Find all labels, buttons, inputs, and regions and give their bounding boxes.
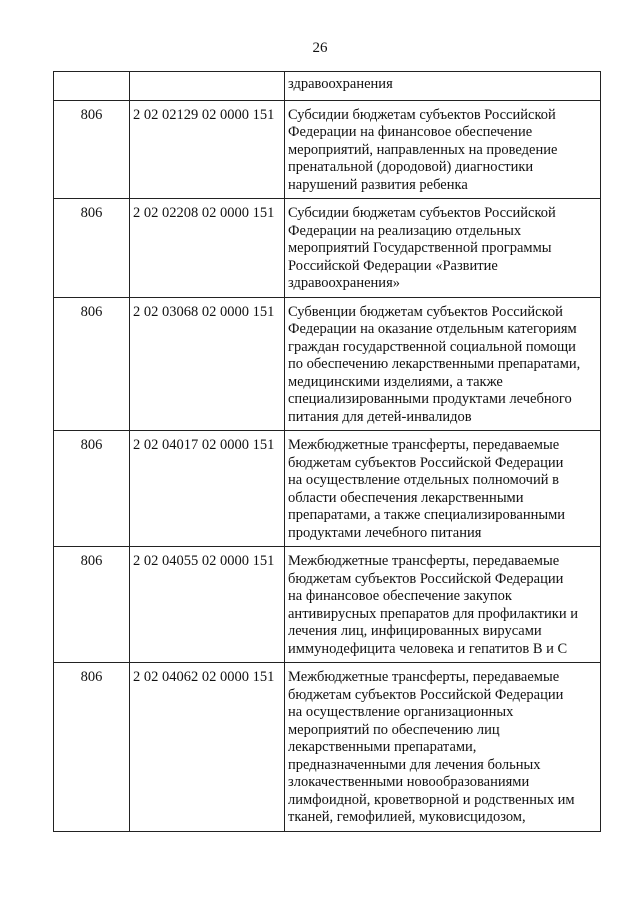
income-name-line: Субвенции бюджетам субъектов Российской <box>288 303 563 320</box>
income-name-line: на осуществление организационных <box>288 704 514 720</box>
admin-code-cell: 806 <box>54 663 130 832</box>
income-name-cell <box>285 72 601 101</box>
income-name-line: по обеспечению лекарственными препаратами, <box>288 356 581 372</box>
income-name-line: Федерации на финансовое обеспечение <box>288 124 533 140</box>
income-name-line: лекарственными препаратами, <box>288 739 477 755</box>
income-name-line: области обеспечения лекарственными <box>288 489 524 506</box>
table-row <box>54 100 601 199</box>
income-name-line: Российской Федерации «Развитие <box>288 257 498 274</box>
income-name-line: бюджетам субъектов Российской Федерации <box>288 454 564 471</box>
income-name-line: специализированными продуктами лечебного <box>288 391 572 407</box>
admin-code-cell: 806 <box>54 431 130 547</box>
income-name-line: Субсидии бюджетам субъектов Российской <box>288 205 556 221</box>
income-name-line: медицинскими изделиями, а также <box>288 373 503 390</box>
income-name-line: лечения лиц, инфицированных вирусами <box>288 623 542 639</box>
income-name-line: бюджетам субъектов Российской Федерации <box>288 570 564 587</box>
income-name-line: Межбюджетные трансферты, передаваемые <box>288 669 560 685</box>
admin-code-cell: 806 <box>54 100 130 199</box>
income-name-line: на осуществление отдельных полномочий в <box>288 472 559 488</box>
table-row <box>54 547 601 663</box>
admin-code-cell: 806 <box>54 199 130 298</box>
budget-code-cell: 2 02 04055 02 0000 151 <box>130 547 285 663</box>
budget-classification-table <box>53 71 601 832</box>
income-name-line: пренатальной (дородовой) диагностики <box>288 159 534 175</box>
income-name-line: продуктами лечебного питания <box>288 524 482 541</box>
income-name-cell <box>285 547 601 663</box>
income-name-line: иммунодефицита человека и гепатитов В и С <box>288 640 568 657</box>
income-name-line: Межбюджетные трансферты, передаваемые <box>288 553 560 569</box>
income-name-line: нарушений развития ребенка <box>288 176 468 193</box>
admin-code-cell: 806 <box>54 297 130 431</box>
income-name-cell <box>285 100 601 199</box>
income-name-line: мероприятий Государственной программы <box>288 240 552 256</box>
budget-code-cell: 2 02 04017 02 0000 151 <box>130 431 285 547</box>
income-name-line: Межбюджетные трансферты, передаваемые <box>288 437 560 453</box>
income-name-line: граждан государственной социальной помощи <box>288 338 576 355</box>
table-row <box>54 663 601 832</box>
income-name-cell <box>285 663 601 832</box>
budget-code-cell: 2 02 04062 02 0000 151 <box>130 663 285 832</box>
income-name-line: Субсидии бюджетам субъектов Российской <box>288 106 556 123</box>
income-name-cell <box>285 199 601 298</box>
income-name-line: на финансовое обеспечение закупок <box>288 588 512 604</box>
table-row <box>54 72 601 101</box>
income-name-line: злокачественными новообразованиями <box>288 774 530 790</box>
income-name-line: Федерации на оказание отдельным категориям <box>288 321 577 337</box>
income-name-line: препаратами, а также специализированными <box>288 507 566 523</box>
admin-code-cell: 806 <box>54 547 130 663</box>
income-name-line: предназначенными для лечения больных <box>288 756 541 773</box>
income-name-line: Федерации на реализацию отдельных <box>288 222 522 239</box>
admin-code-cell <box>54 72 130 101</box>
budget-code-cell <box>130 72 285 101</box>
budget-code-cell: 2 02 02208 02 0000 151 <box>130 199 285 298</box>
income-name-line: мероприятий, направленных на проведение <box>288 141 558 158</box>
budget-code-cell: 2 02 03068 02 0000 151 <box>130 297 285 431</box>
income-name-line: мероприятий по обеспечению лиц <box>288 721 500 738</box>
income-name-cell <box>285 431 601 547</box>
income-name-line: лимфоидной, кроветворной и родственных им <box>288 791 575 808</box>
page-number: 26 <box>312 40 328 56</box>
income-name-line: антивирусных препаратов для профилактики и <box>288 605 578 622</box>
income-name-cell <box>285 297 601 431</box>
income-name-line: здравоохранения» <box>288 275 400 291</box>
table-row <box>54 199 601 298</box>
income-name-line: здравоохранения <box>288 76 393 92</box>
budget-code-cell: 2 02 02129 02 0000 151 <box>130 100 285 199</box>
income-name-line: питания для детей-инвалидов <box>288 408 472 425</box>
table-row <box>54 297 601 431</box>
income-name-line: тканей, гемофилией, муковисцидозом, <box>288 809 526 825</box>
table-row <box>54 431 601 547</box>
income-name-line: бюджетам субъектов Российской Федерации <box>288 686 564 703</box>
